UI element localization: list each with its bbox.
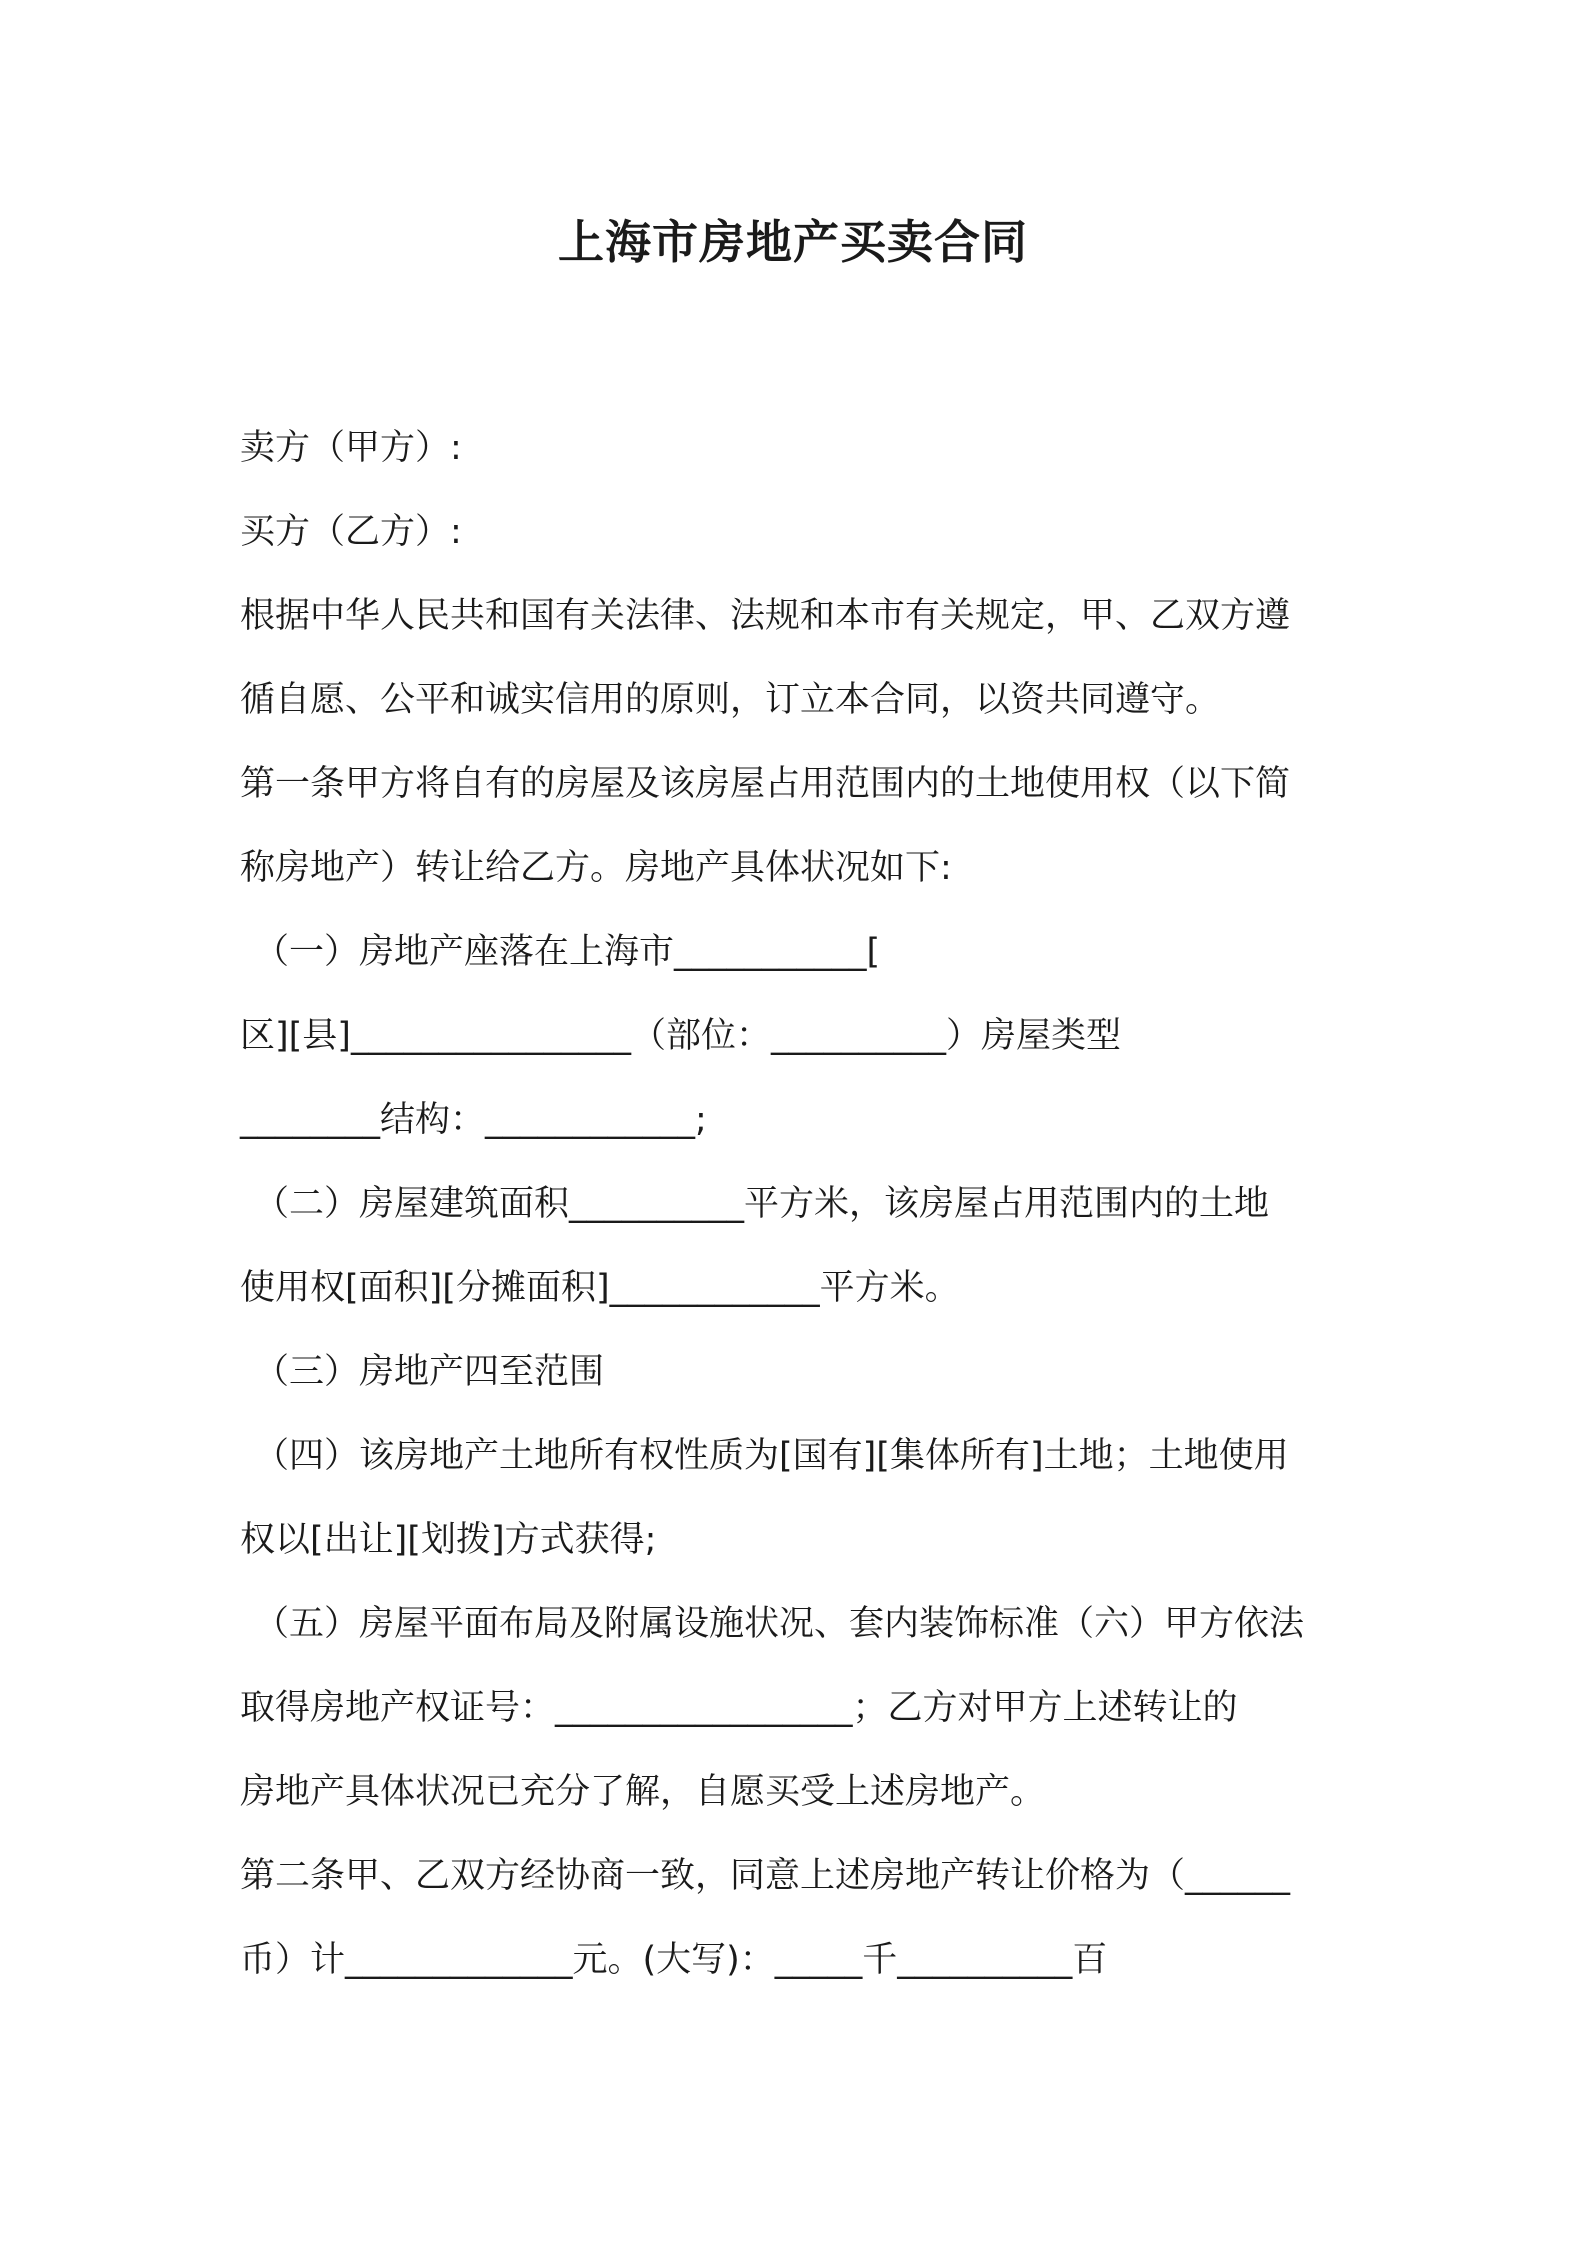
document-body	[240, 406, 1360, 2002]
document-title: 上海市房地产买卖合同	[558, 215, 1028, 269]
clause-5-line-2: 取得房地产权证号：_________________；乙方对甲方上述转让的	[240, 1688, 1238, 1728]
clause-4-line-2: 权以[出让][划拨]方式获得;	[240, 1520, 657, 1560]
preamble-line-1: 根据中华人民共和国有关法律、法规和本市有关规定，甲、乙双方遵	[240, 596, 1291, 636]
clause-3-line: （三）房地产四至范围	[254, 1352, 605, 1392]
clause-1-line-1: （一）房地产座落在上海市___________[	[254, 932, 881, 972]
buyer-line: 买方（乙方）:	[240, 512, 462, 552]
clause-5-line-1: （五）房屋平面布局及附属设施状况、套内装饰标准（六）甲方依法	[254, 1604, 1305, 1644]
clause-2-line-2: 使用权[面积][分摊面积]____________平方米。	[240, 1268, 960, 1308]
article-1-line-2: 称房地产）转让给乙方。房地产具体状况如下:	[240, 848, 952, 888]
clause-1-line-2: 区][县]________________（部位：__________）房屋类型	[240, 1016, 1121, 1056]
seller-line: 卖方（甲方）:	[240, 428, 462, 468]
clause-2-line-1: （二）房屋建筑面积__________平方米，该房屋占用范围内的土地	[254, 1184, 1270, 1224]
article-2-line-2: 币）计_____________元。(大写)：_____千__________百	[240, 1940, 1108, 1980]
article-2-line-1: 第二条甲、乙双方经协商一致，同意上述房地产转让价格为（______	[240, 1856, 1291, 1896]
clause-1-line-3: ________结构：____________;	[240, 1100, 707, 1140]
clause-4-line-1: （四）该房地产土地所有权性质为[国有][集体所有]土地；土地使用	[254, 1436, 1289, 1476]
preamble-line-2: 循自愿、公平和诚实信用的原则，订立本合同，以资共同遵守。	[240, 680, 1221, 720]
article-1-line-1: 第一条甲方将自有的房屋及该房屋占用范围内的土地使用权（以下简	[240, 764, 1291, 804]
clause-5-line-3: 房地产具体状况已充分了解，自愿买受上述房地产。	[240, 1772, 1046, 1812]
